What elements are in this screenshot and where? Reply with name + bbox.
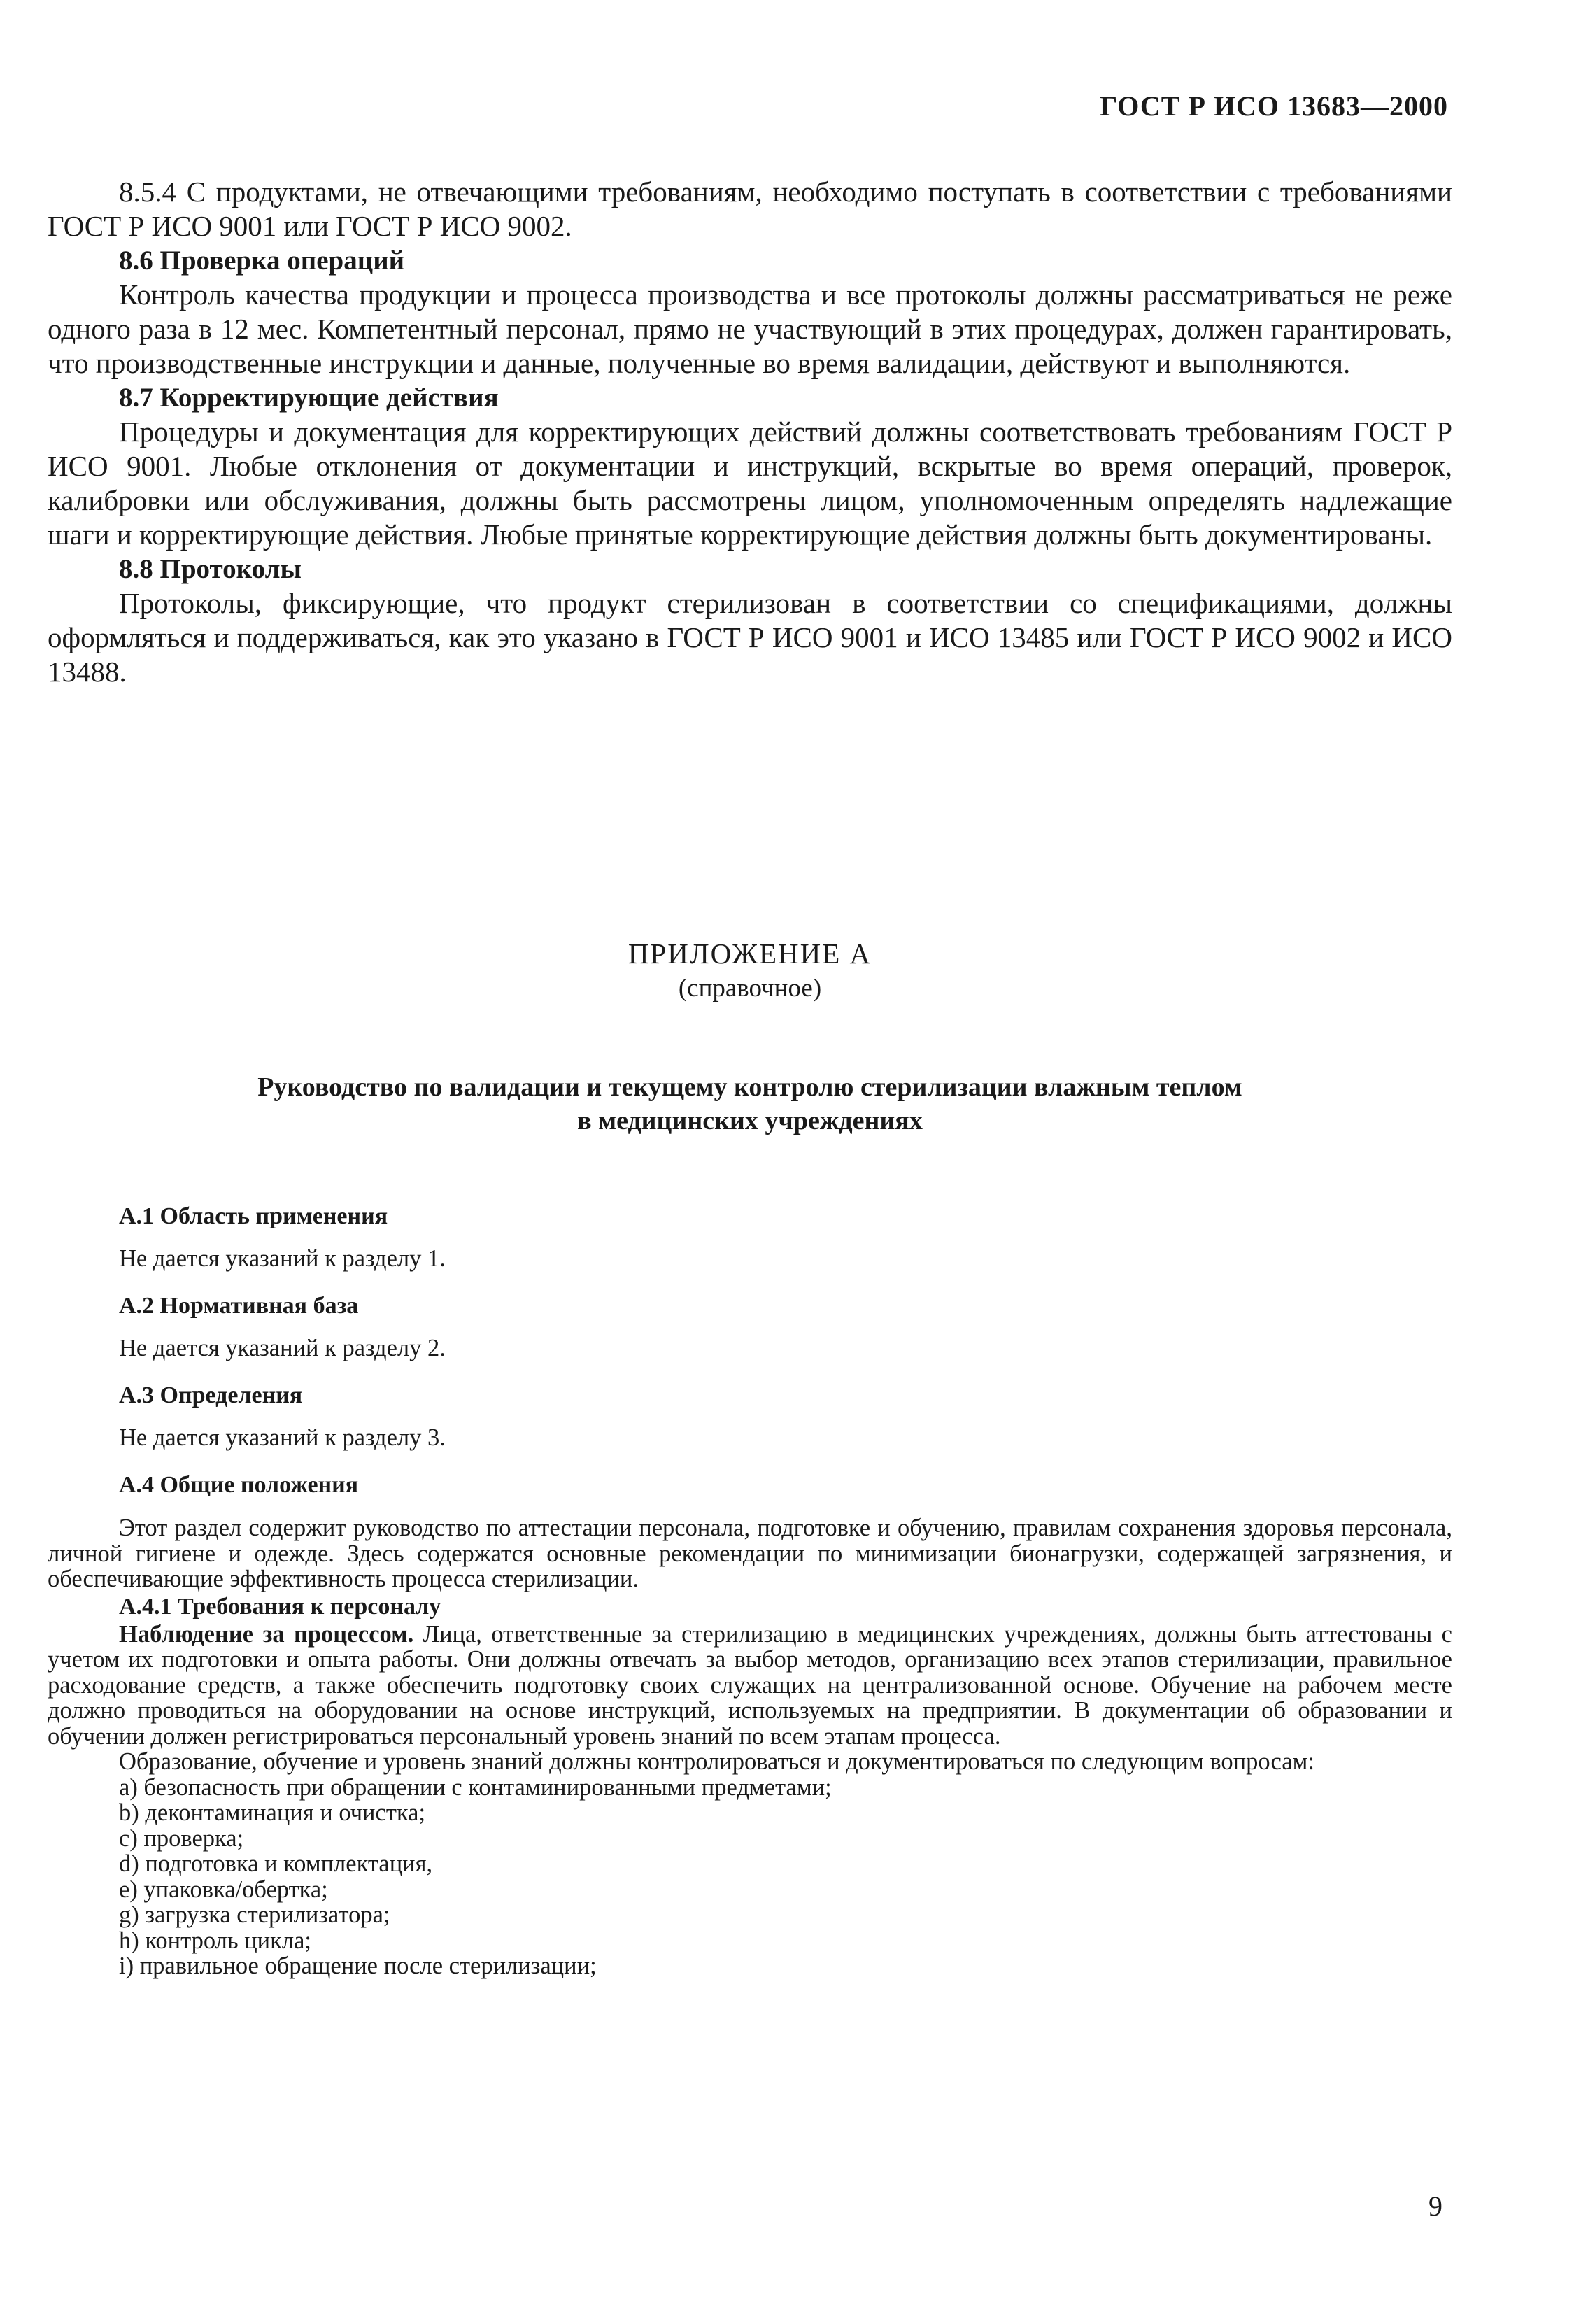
paragraph-a2: Не дается указаний к разделу 2.	[119, 1335, 446, 1361]
list-item: e) упаковка/обертка;	[119, 1876, 328, 1903]
list-item: i) правильное обращение после стерилизации;	[119, 1953, 597, 1979]
paragraph-a1: Не дается указаний к разделу 1.	[119, 1245, 446, 1272]
appendix-label: ПРИЛОЖЕНИЕ А	[628, 937, 872, 970]
heading-8-7: 8.7 Корректирующие действия	[119, 383, 499, 413]
list-item: b) деконтаминация и очистка;	[119, 1799, 426, 1826]
paragraph-8-6: Контроль качества продукции и процесса производства и все протоколы должны рассматриваться не реже одного раза в 12 мес. Компетентный персонал, прямо не участвующий в этих процедурах, должен гарантировать, что производственные инструкции и данные, полученные во время валидации, действуют и выполняются.	[48, 278, 1452, 379]
paragraph-8-8: Протоколы, фиксирующие, что продукт стерилизован в соответствии со спецификациями, должны оформляться и поддерживаться, как это указано в ГОСТ Р ИСО 9001 и ИСО 13485 или ГОСТ Р ИСО 9002 и ИСО 13488.	[48, 587, 1452, 688]
appendix-a-heading	[48, 936, 1452, 1138]
paragraph-8-5-4: 8.5.4 С продуктами, не отвечающими требованиям, необходимо поступать в соответствии с требованиями ГОСТ Р ИСО 9001 или ГОСТ Р ИСО 9002.	[48, 176, 1452, 242]
paragraph-a4-1-lead: Наблюдение за процессом.	[119, 1620, 414, 1648]
paragraph-education: Образование, обучение и уровень знаний должны контролироваться и документироваться по следующим вопросам:	[119, 1748, 1314, 1775]
list-item: c) проверка;	[119, 1825, 244, 1852]
heading-a1: А.1 Область применения	[119, 1203, 388, 1229]
heading-a2: А.2 Нормативная база	[119, 1293, 359, 1319]
heading-8-6: 8.6 Проверка операций	[119, 246, 405, 276]
page-number: 9	[1428, 2190, 1442, 2222]
list-item: h) контроль цикла;	[119, 1927, 312, 1954]
paragraph-a4-1-body: Лица, ответственные за стерилизацию в медицинских учреждениях, должны быть аттестованы с учетом их подготовки и опыта работы. Они должны отвечать за выбор методов, организацию всех этапов стерилизации, правильное расходование средств, а также обеспечить подготовку своих служащих на централизованной основе. Обучение на рабочем месте должно проводиться на оборудовании на основе инструкций, используемых на предприятии. В документации об образовании и обучении должен регистрироваться персональный уровень знаний по всем этапам процесса.	[48, 1620, 1452, 1750]
appendix-title-line-1: Руководство по валидации и текущему контролю стерилизации влажным теплом	[257, 1072, 1242, 1102]
paragraph-a4-1	[48, 1622, 1452, 1750]
paragraph-a3: Не дается указаний к разделу 3.	[119, 1424, 446, 1451]
appendix-a-body	[48, 1202, 1452, 1979]
heading-8-8: 8.8 Протоколы	[119, 554, 302, 584]
section-8-continued	[48, 175, 1452, 689]
list-item: g) загрузка стерилизатора;	[119, 1901, 390, 1928]
list-item: d) подготовка и комплектация,	[119, 1850, 433, 1877]
paragraph-8-7: Процедуры и документация для корректирующих действий должны соответствовать требованиям ГОСТ Р ИСО 9001. Любые отклонения от документации и инструкций, вскрытые во время операций, проверок, калибровки или обслуживания, должны быть рассмотрены лицом, уполномоченным определять надлежащие шаги и корректирующие действия. Любые принятые корректирующие действия должны быть документированы.	[48, 416, 1452, 551]
appendix-title	[48, 1070, 1452, 1138]
heading-a4-1: А.4.1 Требования к персоналу	[119, 1593, 441, 1620]
list-item: а) безопасность при обращении с контаминированными предметами;	[119, 1773, 832, 1801]
heading-a4: А.4 Общие положения	[119, 1472, 359, 1498]
paragraph-a4: Этот раздел содержит руководство по аттестации персонала, подготовке и обучению, правилам сохранения здоровья персонала, личной гигиене и одежде. Здесь содержатся основные рекомендации по минимизации бионагрузки, содержащей загрязнения, и обеспечивающие эффективность процесса стерилизации.	[48, 1515, 1452, 1592]
appendix-status: (справочное)	[678, 974, 822, 1002]
page-header-standard-code: ГОСТ Р ИСО 13683—2000	[1099, 90, 1448, 122]
appendix-title-line-2: в медицинских учреждениях	[577, 1106, 923, 1135]
education-topics-list	[48, 1775, 1452, 1979]
heading-a3: А.3 Определения	[119, 1382, 303, 1408]
